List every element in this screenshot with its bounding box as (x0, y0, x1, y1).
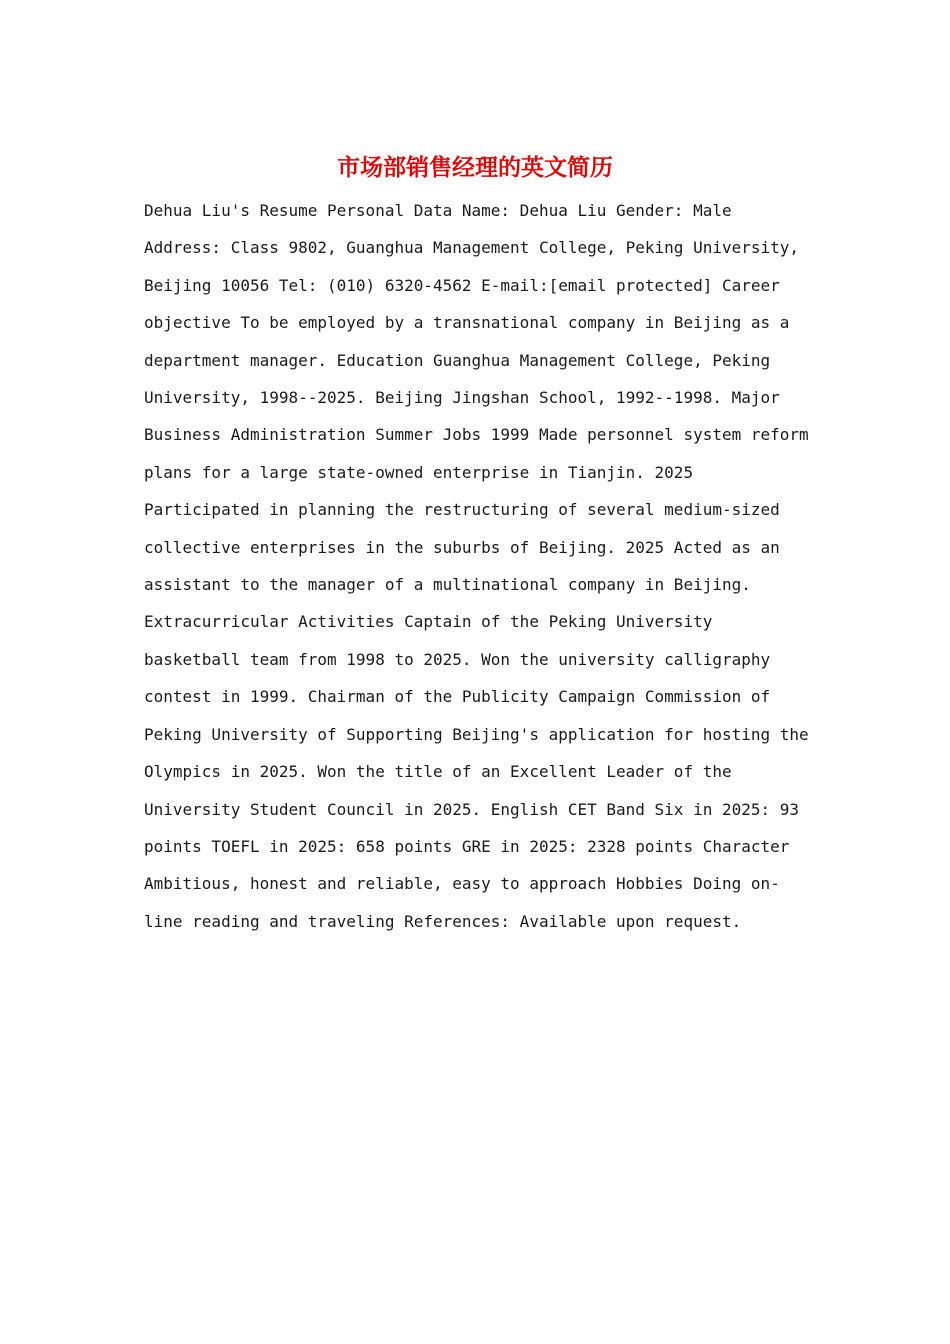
resume-body-text: Dehua Liu's Resume Personal Data Name: Dehua Liu Gender: Male Address: Class 9802, Guanghua Management College, Peking University, Beijing 10056 Tel: (010) 6320-4562 E-mail:[email protected] Career objective To be employed by a transnational company in Beijing as a department manager. Education Guanghua Management College, Peking University, 1998--2025. Beijing Jingshan School, 1992--1998. Major Business Administration Summer Jobs 1999 Made personnel system reform plans for a large state-owned enterprise in Tianjin. 2025 Participated in planning the restructuring of several medium-sized collective enterprises in the suburbs of Beijing. 2025 Acted as an assistant to the manager of a multinational company in Beijing. Extracurricular Activities Captain of the Peking University basketball team from 1998 to 2025. Won the university calligraphy contest in 1999. Chairman of the Publicity Campaign Commission of Peking University of Supporting Beijing's application for hosting the Olympics in 2025. Won the title of an Excellent Leader of the University Student Council in 2025. English CET Band Six in 2025: 93 points TOEFL in 2025: 658 points GRE in 2025: 2328 points Character Ambitious, honest and reliable, easy to approach Hobbies Doing on-line reading and traveling References: Available upon request. (144, 201, 809, 931)
document-title: 市场部销售经理的英文简历 (337, 154, 613, 181)
